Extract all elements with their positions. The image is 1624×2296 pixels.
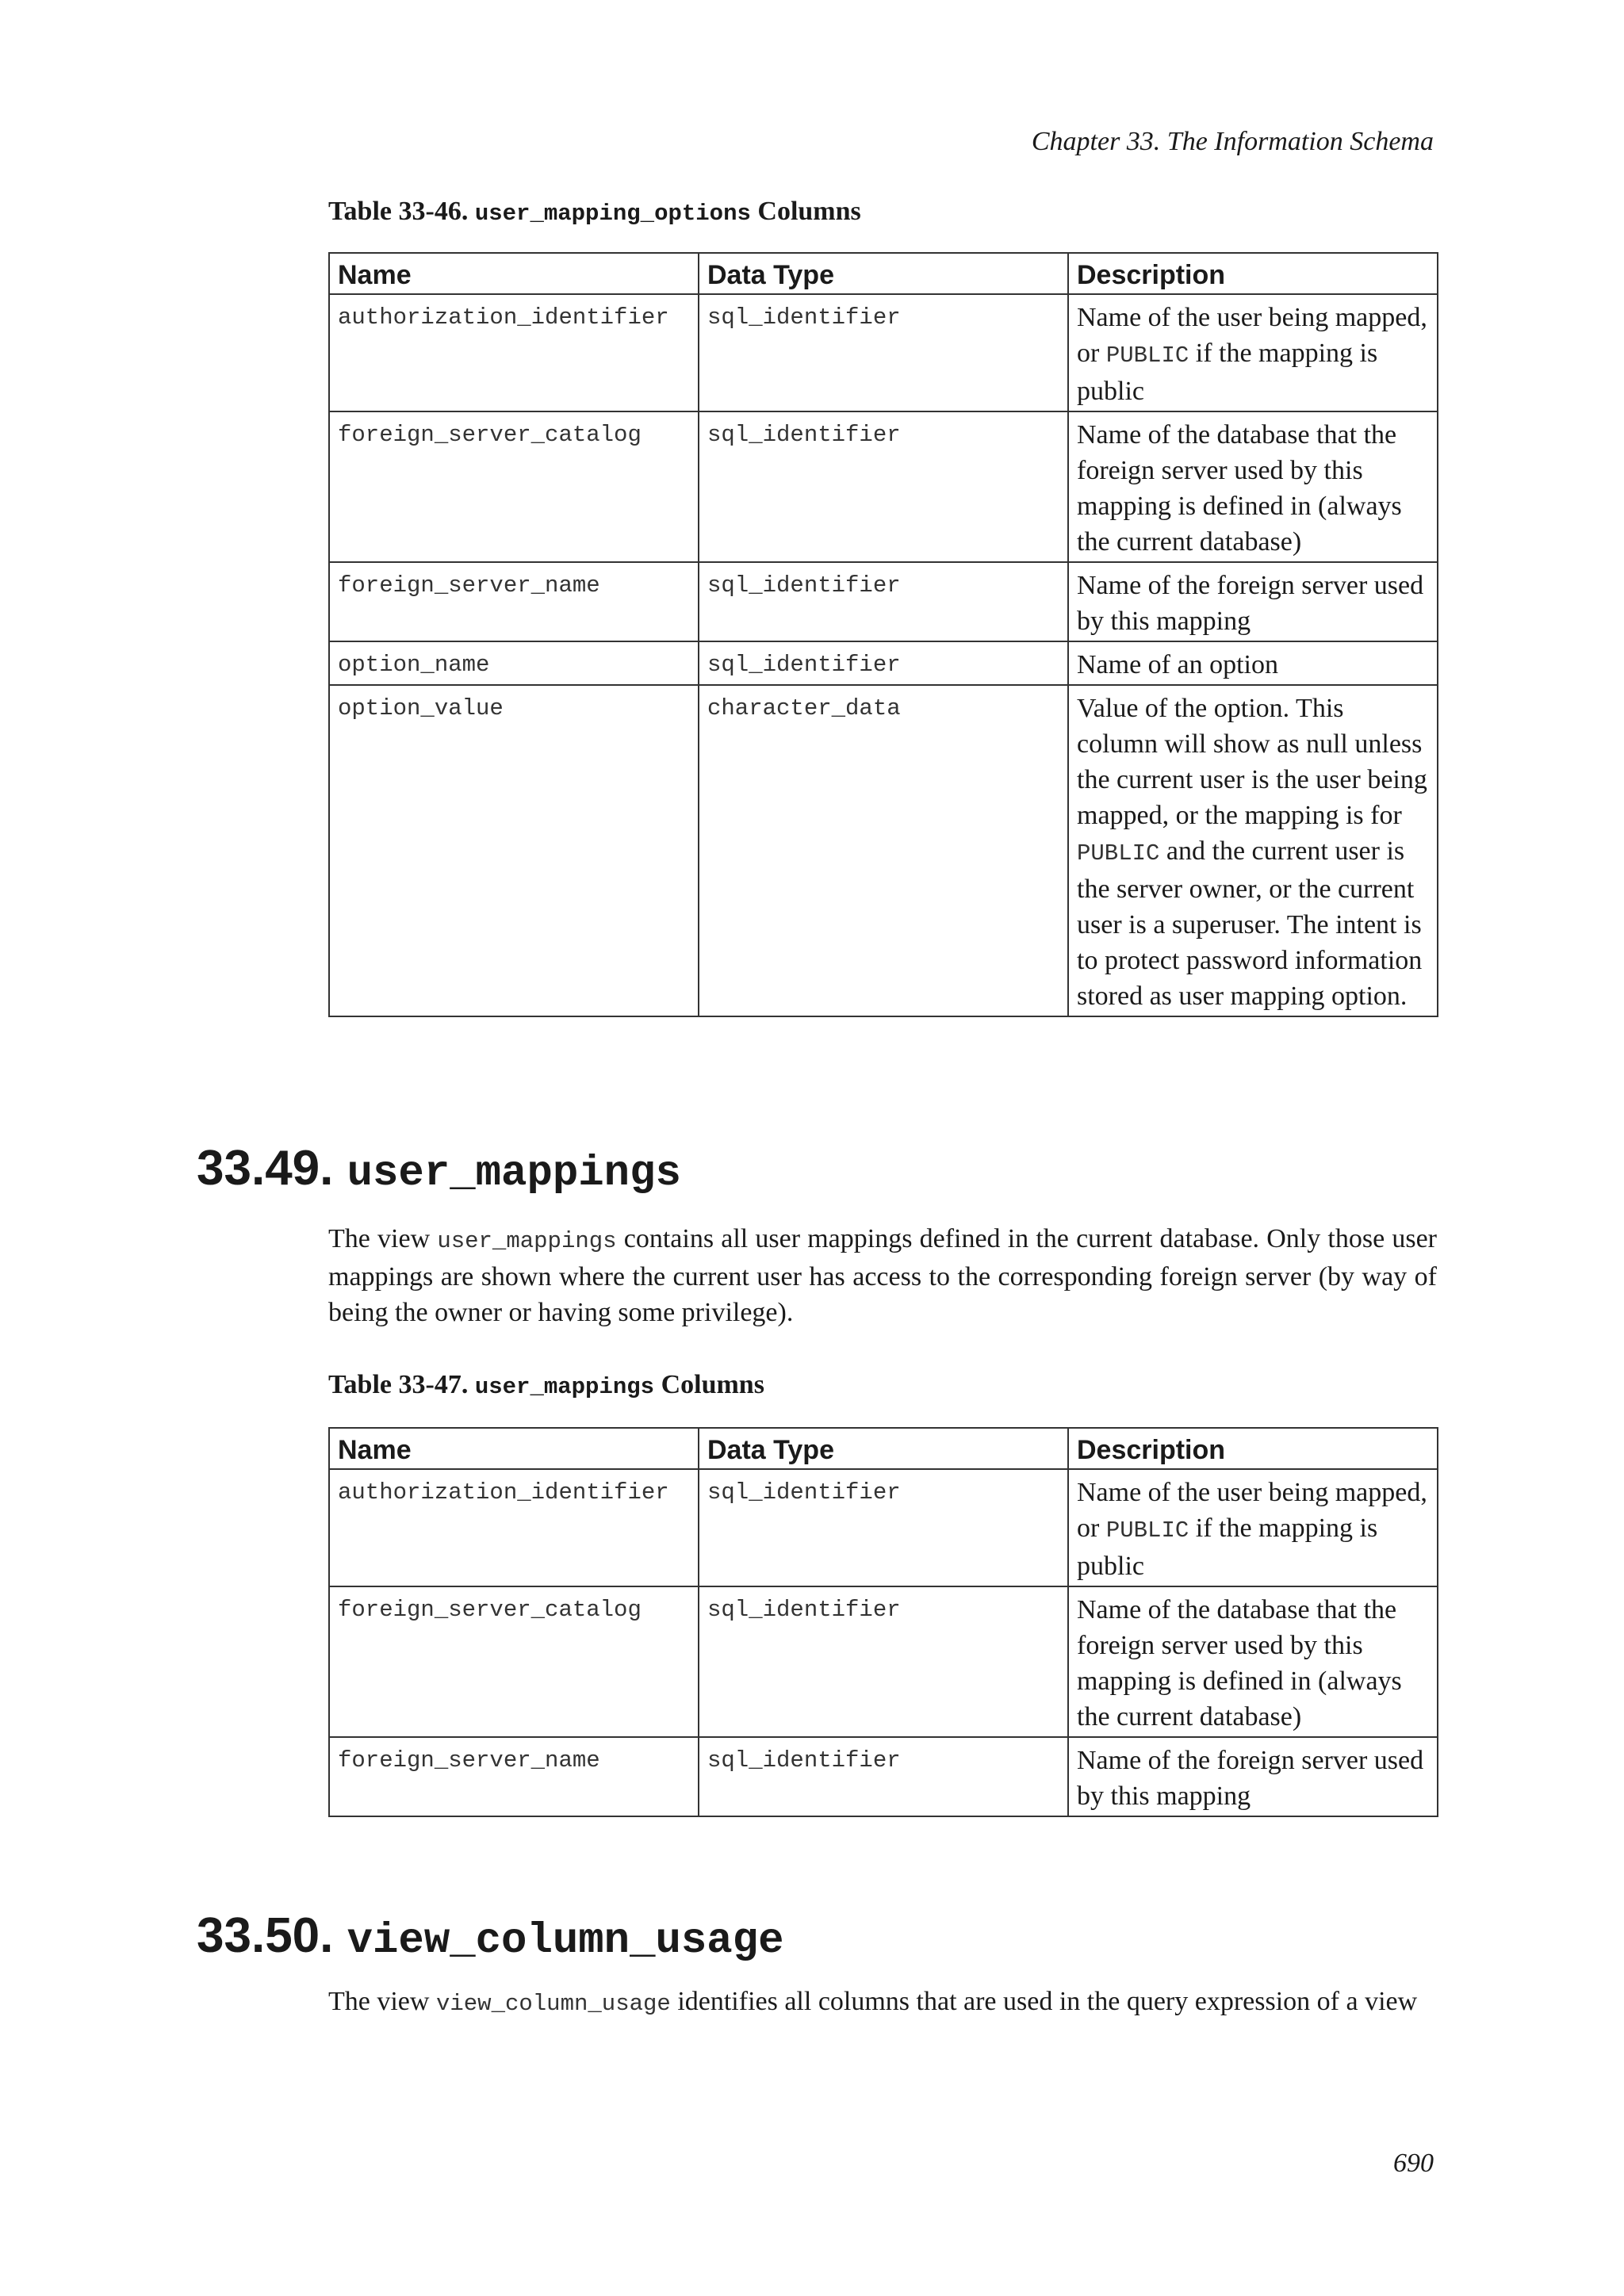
description-text: Value of the option. This column will show as null unless the current user is the user being mapped, or the mapping is for — [1077, 694, 1427, 830]
column-header-name: Name — [329, 1428, 699, 1469]
section-code: user_mappings — [347, 1150, 681, 1198]
table-row — [329, 294, 1438, 411]
column-name-cell: foreign_server_name — [329, 562, 699, 641]
description-cell — [1068, 1469, 1438, 1586]
description-text: Name of the database that the foreign server used by this mapping is defined in (always the current database) — [1077, 420, 1402, 557]
column-name-cell: option_name — [329, 641, 699, 685]
data-type-cell: sql_identifier — [699, 1586, 1068, 1737]
user-mapping-options-table — [328, 252, 1438, 1017]
table-header-row — [329, 253, 1438, 294]
data-type-cell: sql_identifier — [699, 1737, 1068, 1816]
column-header-description: Description — [1068, 1428, 1438, 1469]
description-cell — [1068, 294, 1438, 411]
description-text: Name of an option — [1077, 650, 1278, 679]
data-type-cell: sql_identifier — [699, 1469, 1068, 1586]
table-row — [329, 641, 1438, 685]
description-cell — [1068, 1737, 1438, 1816]
table-row — [329, 1586, 1438, 1737]
description-text: if the mapping is public — [1077, 339, 1378, 406]
description-cell — [1068, 641, 1438, 685]
column-name-cell: foreign_server_catalog — [329, 411, 699, 562]
description-cell — [1068, 411, 1438, 562]
running-header: Chapter 33. The Information Schema — [1031, 127, 1434, 156]
column-header-name: Name — [329, 253, 699, 294]
description-cell — [1068, 1586, 1438, 1737]
description-text: Name of the user being mapped, or — [1077, 303, 1427, 368]
caption-prefix: Table 33-46. — [328, 197, 469, 226]
description-cell — [1068, 685, 1438, 1016]
data-type-cell: sql_identifier — [699, 411, 1068, 562]
caption-prefix: Table 33-47. — [328, 1370, 469, 1399]
column-name-cell: foreign_server_catalog — [329, 1586, 699, 1737]
description-text: Name of the user being mapped, or — [1077, 1478, 1427, 1543]
table-caption — [328, 197, 861, 227]
data-type-cell: sql_identifier — [699, 641, 1068, 685]
table-caption — [328, 1370, 764, 1400]
section-paragraph — [328, 1984, 1437, 2022]
description-text: Name of the database that the foreign server used by this mapping is defined in (always the current database) — [1077, 1595, 1402, 1732]
column-header-data-type: Data Type — [699, 1428, 1068, 1469]
user-mappings-table — [328, 1427, 1438, 1817]
column-header-data-type: Data Type — [699, 253, 1068, 294]
section-number: 33.49. — [197, 1141, 334, 1196]
table-row — [329, 1469, 1438, 1586]
section-paragraph — [328, 1221, 1437, 1330]
data-type-cell: character_data — [699, 685, 1068, 1016]
section-title-user-mappings — [197, 1140, 681, 1198]
paragraph-text: contains all user mappings defined in the current database. Only those user mappings are shown where the current user has access to the corresponding foreign server (by way of being the owner or having some privilege). — [328, 1224, 1438, 1327]
caption-suffix: Columns — [757, 197, 861, 226]
description-cell — [1068, 562, 1438, 641]
paragraph-text: The view — [328, 1987, 436, 2016]
description-text: and the current user is the server owner, or the current user is a superuser. The intent is to protect password information stored as user mapping option. — [1077, 836, 1423, 1011]
table-row — [329, 562, 1438, 641]
section-title-view-column-usage — [197, 1908, 784, 1965]
inline-code: view_column_usage — [435, 1991, 671, 2017]
page-number: 690 — [1393, 2149, 1434, 2178]
column-name-cell: authorization_identifier — [329, 1469, 699, 1586]
table-row — [329, 685, 1438, 1016]
table-row — [329, 1737, 1438, 1816]
caption-code: user_mapping_options — [474, 201, 751, 227]
description-text: if the mapping is public — [1077, 1513, 1378, 1581]
table-row — [329, 411, 1438, 562]
column-header-description: Description — [1068, 253, 1438, 294]
section-code: view_column_usage — [347, 1917, 784, 1965]
paragraph-text: The view — [328, 1224, 438, 1253]
inline-code: PUBLIC — [1105, 1517, 1189, 1544]
column-name-cell: option_value — [329, 685, 699, 1016]
paragraph-text: identifies all columns that are used in the query expression of a view — [670, 1987, 1418, 2016]
inline-code: PUBLIC — [1077, 840, 1160, 867]
caption-suffix: Columns — [661, 1370, 764, 1399]
inline-code: user_mappings — [437, 1228, 617, 1254]
caption-code: user_mappings — [474, 1374, 655, 1400]
inline-code: PUBLIC — [1105, 342, 1189, 369]
description-text: Name of the foreign server used by this mapping — [1077, 571, 1424, 636]
column-name-cell: foreign_server_name — [329, 1737, 699, 1816]
data-type-cell: sql_identifier — [699, 562, 1068, 641]
description-text: Name of the foreign server used by this mapping — [1077, 1746, 1424, 1811]
section-number: 33.50. — [197, 1908, 334, 1963]
data-type-cell: sql_identifier — [699, 294, 1068, 411]
column-name-cell: authorization_identifier — [329, 294, 699, 411]
table-header-row — [329, 1428, 1438, 1469]
